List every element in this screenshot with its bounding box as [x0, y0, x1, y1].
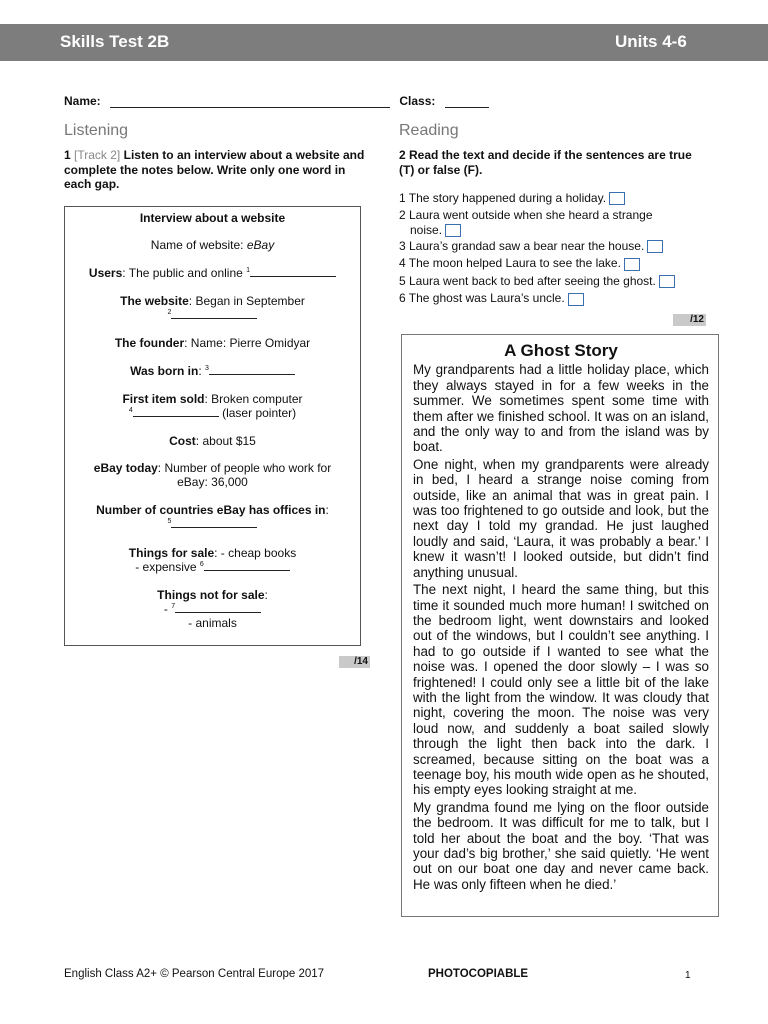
countries-line: Number of countries eBay has offices in:: [96, 503, 329, 517]
answer-box-4[interactable]: [624, 258, 640, 271]
footer-copyright: English Class A2+ © Pearson Central Europe 2017: [64, 968, 325, 980]
track-label: [Track 2]: [74, 148, 121, 162]
story-box: [401, 334, 719, 917]
page-header: [0, 24, 768, 61]
for-sale-line: Things for sale: - cheap books: [128, 546, 297, 560]
true-false-list: [399, 190, 675, 308]
answer-box-1[interactable]: [609, 192, 625, 205]
listening-instruction: 1 [Track 2] Listen to an interview about a website and complete the notes below. Write only one word in each gap.: [64, 148, 365, 191]
story-paragraph: My grandparents had a little holiday place, which they always stayed in for a few weeks in the summer. We sometimes spent some time with them after we finished school. It was on an island, and the only way to and from the island was by boat.: [413, 362, 709, 455]
reading-instruction: 2 Read the text and decide if the sentences are true (T) or false (F).: [399, 148, 692, 177]
website-line: Name of website: eBay: [150, 238, 275, 252]
answer-box-2[interactable]: [445, 224, 461, 237]
list-item: 4 The moon helped Laura to see the lake.: [399, 255, 675, 273]
cost-line: Cost: about $15: [169, 434, 256, 448]
gap-7[interactable]: [175, 602, 261, 613]
list-item: 5 Laura went back to bed after seeing the ghost.: [399, 273, 675, 291]
name-label: Name:: [64, 94, 101, 108]
users-line: Users: The public and online $^1$: [65, 266, 360, 280]
gap-5-line: 5: [65, 517, 360, 531]
first-item-line: First item sold: Broken computer: [122, 392, 303, 406]
reading-heading: Reading: [399, 122, 459, 139]
interview-notes-box: [64, 206, 361, 646]
born-line: Was born in: $^3$: [65, 364, 360, 378]
gap-5[interactable]: [171, 517, 257, 528]
gap-7-line: - $^7$: [65, 602, 360, 616]
reading-score: /12: [673, 314, 706, 326]
story-paragraph: One night, when my grandparents were already in bed, I heard a strange noise coming from outside, like an animal that was in great pain. I was too frightened to go outside and look, but the next day I told my grandad. He just laughed loudly and said, ‘Laura, it was probably a bear.’ I knew it wasn’t! I looked outside, but didn’t find anything unusual.: [413, 456, 709, 580]
ebay-today-line: eBay today: Number of people who work for: [93, 461, 332, 475]
website-began-line: The website: Began in September: [120, 294, 305, 308]
box-title: Interview about a website: [139, 211, 286, 225]
gap-3[interactable]: [209, 364, 295, 375]
class-label: Class:: [399, 94, 436, 108]
gap-6[interactable]: [204, 560, 290, 571]
footer-photocopiable: PHOTOCOPIABLE: [428, 968, 529, 980]
list-item: 2 Laura went outside when she heard a strange: [399, 207, 653, 222]
units-label: Units 4-6: [615, 32, 687, 51]
listening-heading: Listening: [64, 122, 129, 139]
page-number: 1: [685, 970, 691, 981]
class-field[interactable]: [445, 95, 489, 108]
test-title: Skills Test 2B: [60, 32, 170, 51]
list-item: 6 The ghost was Laura’s uncle.: [399, 290, 675, 308]
answer-box-3[interactable]: [647, 240, 663, 253]
list-item: 1 The story happened during a holiday.: [399, 190, 675, 208]
list-item: noise.: [399, 223, 675, 238]
story-paragraph: The next night, I heard the same thing, but this time it sounded much more human! I switched on the bedroom light, went downstairs and looked out of the windows, but I couldn’t see anything. I had to go outside if I wanted to see what the noise was. I opened the door slowly – I was so frightened! I could only see a little bit of the lake with the light from the window. It was cloudy that night, covering the moon. The noise was very loud now, and suddenly a boat sailed slowly through the light then back into the dark. I screamed, because sitting on the boat was a teenage boy, his mouth wide open as he shouted, his empty eyes looking straight at me.: [413, 582, 709, 798]
answer-box-6[interactable]: [568, 293, 584, 306]
gap-4-line: $^4$ (laser pointer): [128, 406, 297, 420]
name-field[interactable]: [110, 95, 390, 108]
name-row: [64, 94, 489, 108]
listening-score: /14: [339, 656, 370, 668]
gap-4[interactable]: [133, 406, 219, 417]
answer-box-5[interactable]: [659, 275, 675, 288]
gap-1[interactable]: [250, 266, 336, 277]
for-sale-line-2: - expensive $^6$: [65, 560, 360, 574]
list-item: 3 Laura’s grandad saw a bear near the house.: [399, 238, 675, 256]
gap-2[interactable]: [171, 308, 257, 319]
founder-line: The founder: Name: Pierre Omidyar: [114, 336, 311, 350]
story-title: A Ghost Story: [504, 341, 618, 360]
not-for-sale-line: Things not for sale:: [157, 588, 268, 602]
story-paragraph: My grandma found me lying on the floor outside the bedroom. It was difficult for me to talk, but I told her about the boat and the boy. ‘That was your dad’s big brother,’ she said quietly. ‘He went out on our boat one day and never came back. He was only fifteen when he died.’: [413, 799, 709, 892]
gap-2-line: 2: [65, 308, 360, 322]
ebay-today-line-2: eBay: 36,000: [177, 475, 248, 489]
not-for-sale-line-2: - animals: [188, 616, 237, 630]
